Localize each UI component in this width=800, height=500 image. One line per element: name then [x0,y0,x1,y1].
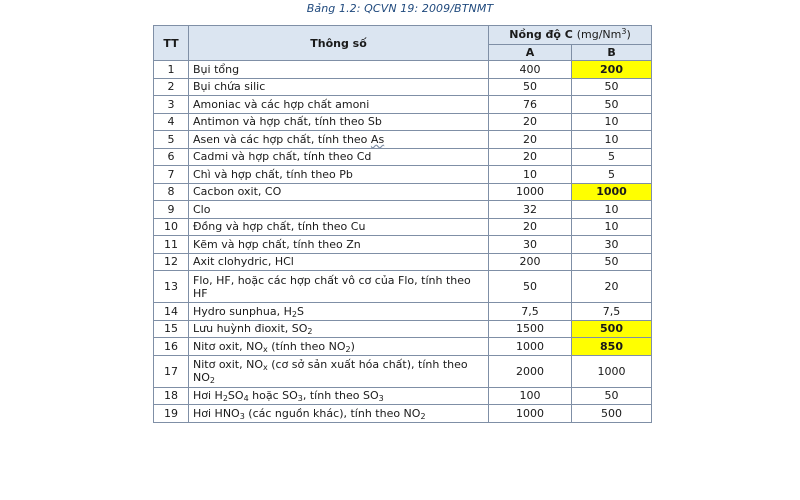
row-value-b: 7,5 [572,303,652,321]
row-parameter: Cadmi và hợp chất, tính theo Cd [189,148,489,166]
row-number: 6 [154,148,189,166]
header-concentration [489,26,652,45]
header-col-a: A [489,44,572,60]
row-parameter: Chì và hợp chất, tính theo Pb [189,166,489,184]
row-value-a: 1500 [489,320,572,338]
row-number: 18 [154,387,189,405]
row-parameter: Hydro sunphua, $H_2S$ [189,303,489,321]
table-row [154,236,652,254]
header-tt: TT [154,26,189,61]
table-row [154,61,652,79]
table-row [154,355,652,387]
row-value-b: 10 [572,218,652,236]
row-value-a: 2000 [489,355,572,387]
row-value-b-highlighted: 850 [572,338,652,356]
row-number: 16 [154,338,189,356]
row-value-b: 10 [572,201,652,219]
table-row [154,96,652,114]
row-value-a: 20 [489,131,572,149]
header-concentration-label: Nồng độ C [509,28,573,42]
row-value-b: 50 [572,78,652,96]
row-value-b: 50 [572,96,652,114]
table-row [154,271,652,303]
row-number: 1 [154,61,189,79]
row-value-a: 1000 [489,405,572,423]
row-parameter: Cacbon oxit, CO [189,183,489,201]
emission-limits-table [153,25,652,423]
table-row [154,253,652,271]
table-row [154,387,652,405]
row-value-a: 76 [489,96,572,114]
row-value-b: 30 [572,236,652,254]
row-value-a: 50 [489,271,572,303]
row-value-a: 30 [489,236,572,254]
row-parameter: Đồng và hợp chất, tính theo Cu [189,218,489,236]
row-number: 7 [154,166,189,184]
table-row [154,303,652,321]
row-number: 19 [154,405,189,423]
table-row [154,338,652,356]
row-value-a: 10 [489,166,572,184]
row-parameter: Bụi chứa silic [189,78,489,96]
header-parameter: Thông số [189,26,489,61]
row-value-a: 200 [489,253,572,271]
row-value-a: 1000 [489,183,572,201]
row-value-b: 10 [572,113,652,131]
row-value-b: 5 [572,148,652,166]
row-value-a: 20 [489,113,572,131]
table-row [154,166,652,184]
row-number: 13 [154,271,189,303]
table-row [154,201,652,219]
row-number: 10 [154,218,189,236]
row-value-a: 100 [489,387,572,405]
row-value-b-highlighted: 200 [572,61,652,79]
row-value-b: 500 [572,405,652,423]
row-value-a: 400 [489,61,572,79]
row-parameter: Nitơ oxit, $NO_x$ (cơ sở sản xuất hóa chất), tính theo $NO_2$ [189,355,489,387]
row-value-b: 50 [572,387,652,405]
row-number: 2 [154,78,189,96]
row-value-b: 20 [572,271,652,303]
row-number: 15 [154,320,189,338]
row-value-b-highlighted: 1000 [572,183,652,201]
row-parameter: Nitơ oxit, $NO_x$ (tính theo $NO_2$) [189,338,489,356]
table-body [154,61,652,423]
table-row [154,320,652,338]
row-parameter: Lưu huỳnh đioxit, $SO_2$ [189,320,489,338]
row-number: 12 [154,253,189,271]
header-col-b: B [572,44,652,60]
row-value-b: 5 [572,166,652,184]
row-parameter: Hơi $H_2SO_4$ hoặc $SO_3$, tính theo $SO_3$ [189,387,489,405]
row-parameter: Bụi tổng [189,61,489,79]
row-value-b: 10 [572,131,652,149]
row-number: 11 [154,236,189,254]
row-parameter: Axit clohydric, HCl [189,253,489,271]
row-value-b: 1000 [572,355,652,387]
row-number: 14 [154,303,189,321]
row-parameter: Amoniac và các hợp chất amoni [189,96,489,114]
table-row [154,183,652,201]
row-parameter: Kẽm và hợp chất, tính theo Zn [189,236,489,254]
row-value-b-highlighted: 500 [572,320,652,338]
row-value-a: 7,5 [489,303,572,321]
row-number: 17 [154,355,189,387]
row-number: 4 [154,113,189,131]
table-row [154,405,652,423]
row-number: 9 [154,201,189,219]
row-parameter: Asen và các hợp chất, tính theo As [189,131,489,149]
header-concentration-unit: (mg/Nm$^3$) [576,27,631,42]
table-row [154,78,652,96]
row-parameter: Clo [189,201,489,219]
row-value-a: 1000 [489,338,572,356]
table-row [154,148,652,166]
row-number: 5 [154,131,189,149]
table-row [154,131,652,149]
row-value-b: 50 [572,253,652,271]
table-row [154,218,652,236]
row-value-a: 20 [489,218,572,236]
table-caption: Bảng 1.2: QCVN 19: 2009/BTNMT [306,2,494,15]
row-parameter: Hơi $HNO_3$ (các nguồn khác), tính theo $NO_2$ [189,405,489,423]
row-number: 8 [154,183,189,201]
row-parameter: Flo, HF, hoặc các hợp chất vô cơ của Flo, tính theo HF [189,271,489,303]
row-parameter: Antimon và hợp chất, tính theo Sb [189,113,489,131]
row-value-a: 50 [489,78,572,96]
row-value-a: 20 [489,148,572,166]
table-row [154,113,652,131]
row-number: 3 [154,96,189,114]
row-value-a: 32 [489,201,572,219]
